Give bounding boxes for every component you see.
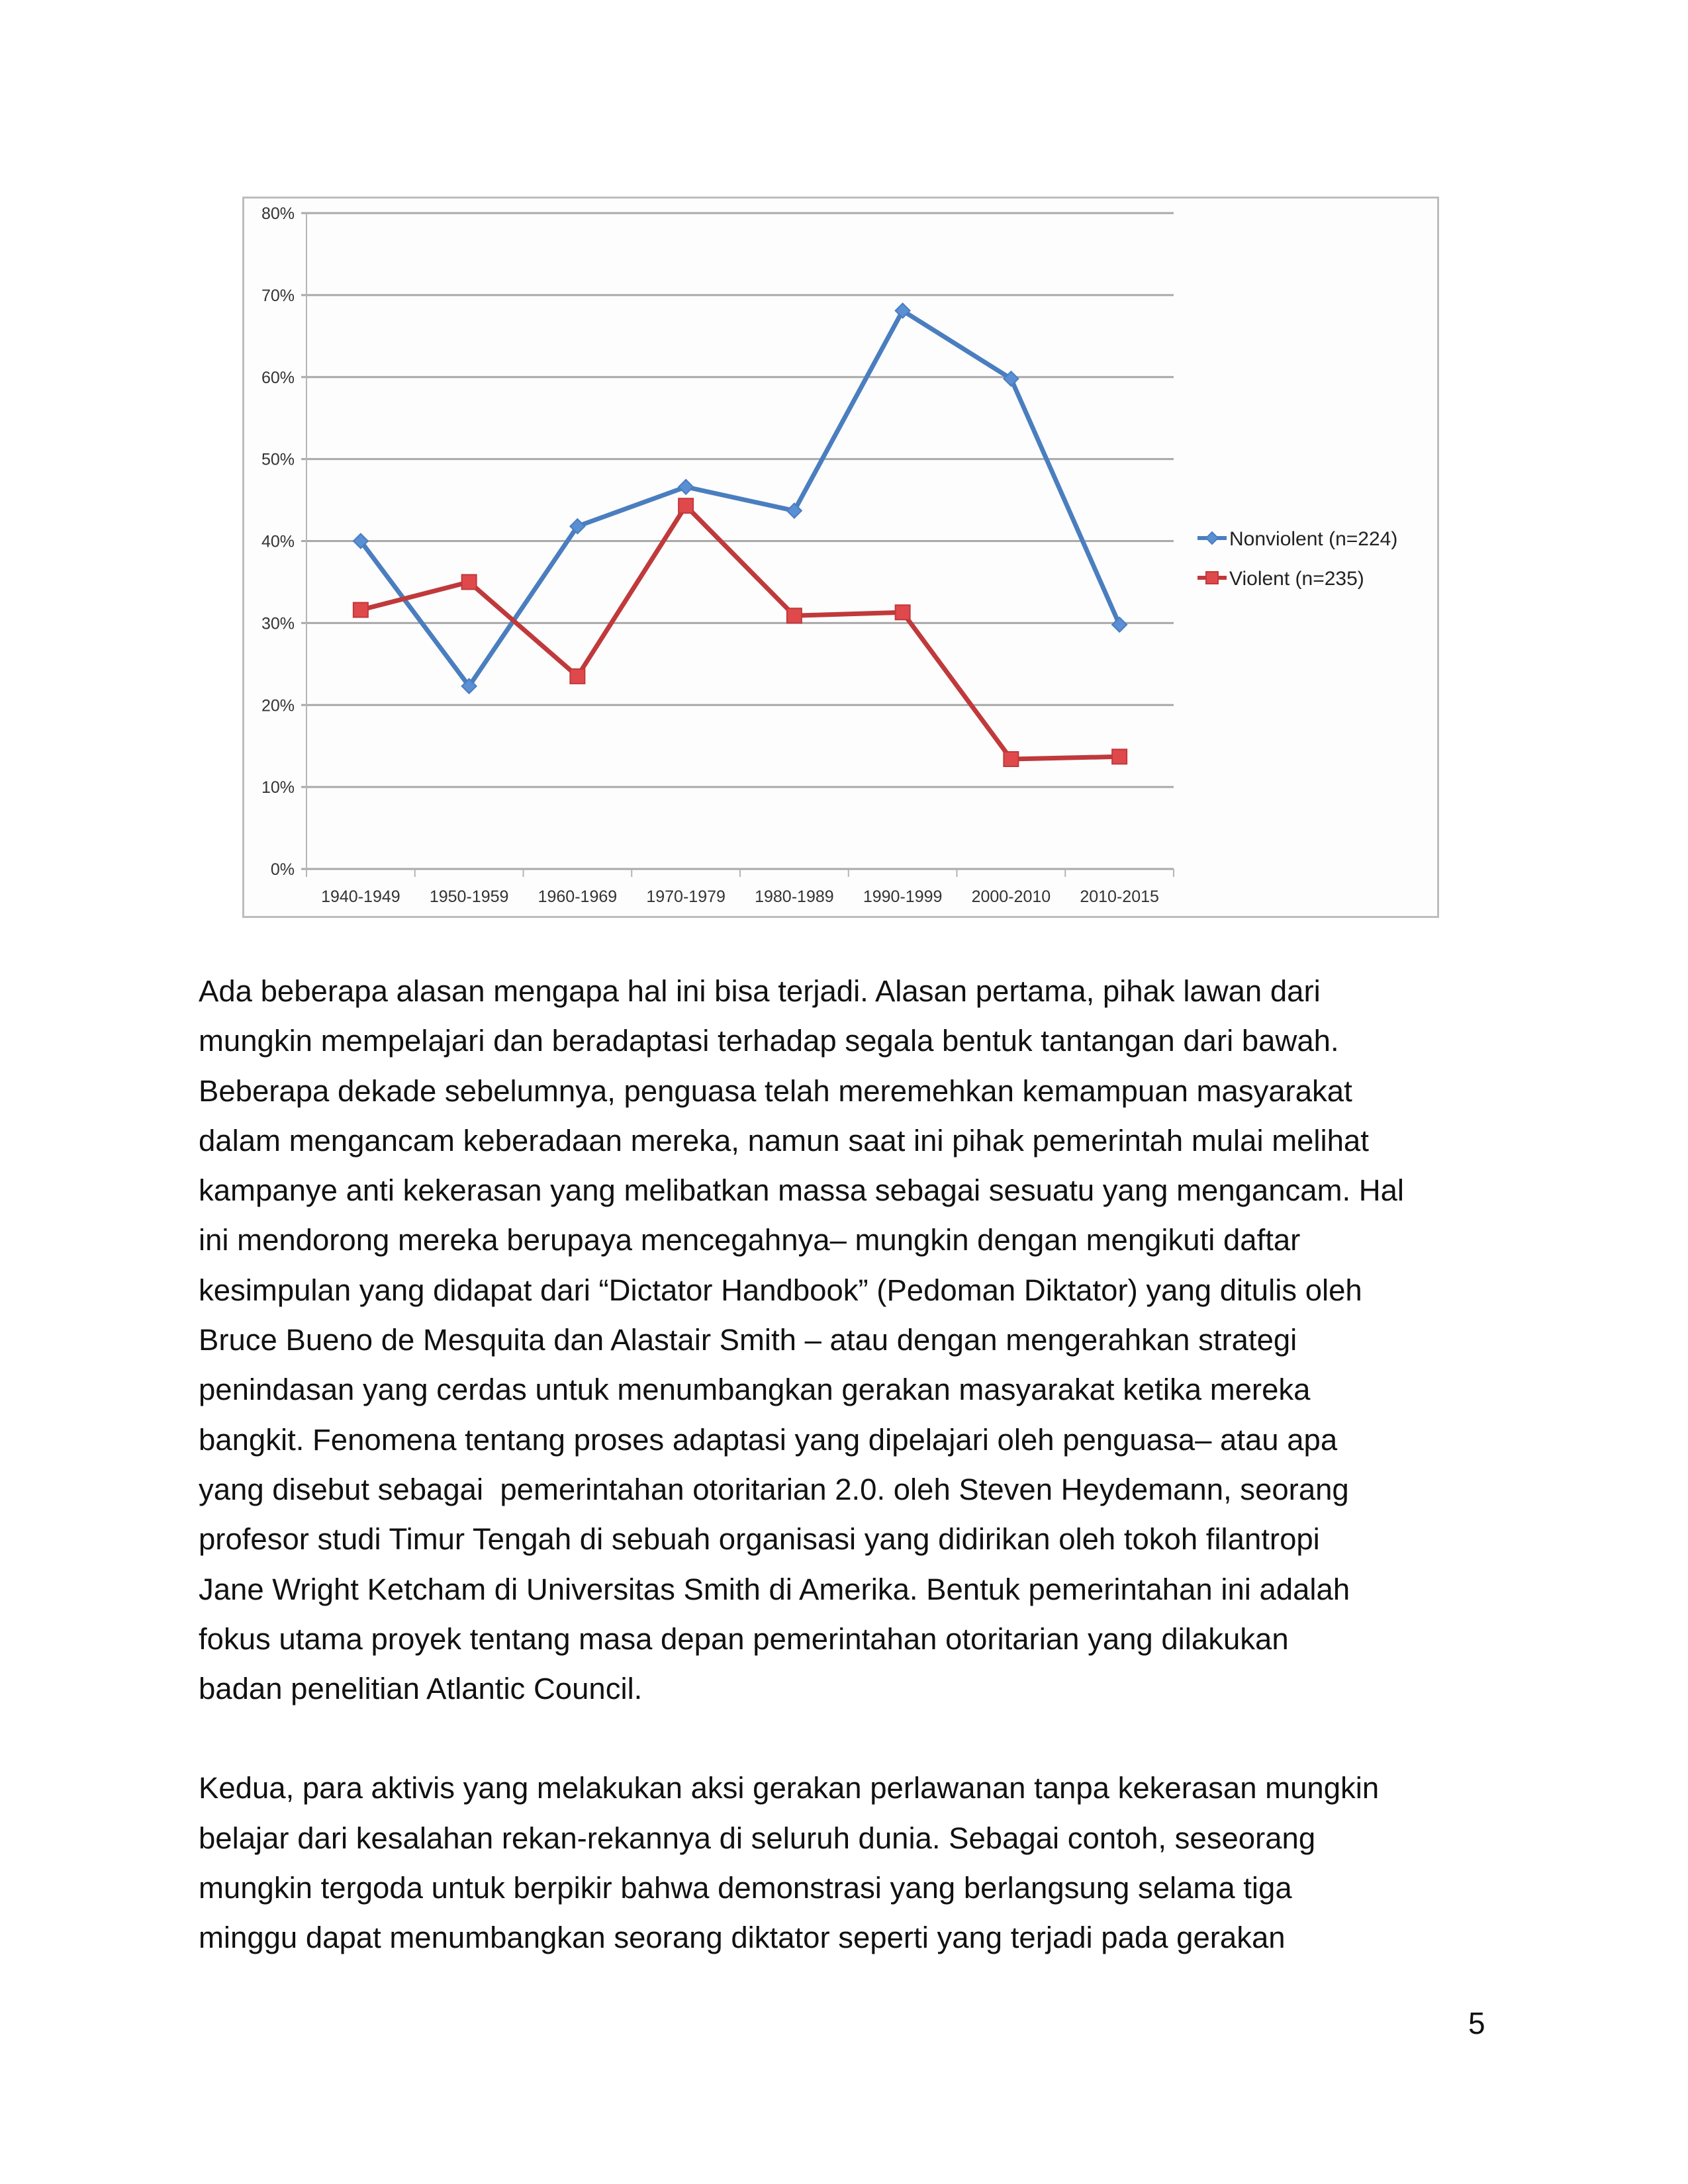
square-marker-icon <box>462 574 477 589</box>
square-marker-icon <box>1004 752 1018 766</box>
text-line: mungkin mempelajari dan beradaptasi terhadap segala bentuk tantangan dari bawah. <box>199 1024 1339 1058</box>
y-tick-label: 60% <box>261 368 295 387</box>
text-line: belajar dari kesalahan rekan-rekannya di seluruh dunia. Sebagai contoh, seseorang <box>199 1821 1316 1855</box>
square-marker-icon <box>1112 749 1127 764</box>
y-tick-label: 80% <box>261 205 295 223</box>
y-tick-label: 10% <box>261 778 295 797</box>
text-line: ini mendorong mereka berupaya mencegahnya– mungkin dengan mengikuti daftar <box>199 1223 1301 1257</box>
text-line: fokus utama proyek tentang masa depan pemerintahan otoritarian yang dilakukan <box>199 1621 1289 1656</box>
text-line: kampanye anti kekerasan yang melibatkan massa sebagai sesuatu yang mengancam. Hal <box>199 1173 1405 1208</box>
series-line-nonviolent <box>361 310 1119 686</box>
text-line: Kedua, para aktivis yang melakukan aksi gerakan perlawanan tanpa kekerasan mungkin <box>199 1771 1380 1805</box>
paragraph-2 <box>199 1763 1509 1962</box>
x-tick-label: 2000-2010 <box>971 887 1051 906</box>
text-line: Ada beberapa alasan mengapa hal ini bisa terjadi. Alasan pertama, pihak lawan dari <box>199 974 1321 1008</box>
x-tick-label: 1990-1999 <box>863 887 943 906</box>
text-line: mungkin tergoda untuk berpikir bahwa demonstrasi yang berlangsung selama tiga <box>199 1871 1292 1905</box>
square-marker-icon <box>353 603 368 617</box>
diamond-marker-icon <box>1112 617 1127 632</box>
legend-item <box>1197 568 1364 590</box>
text-line: Bruce Bueno de Mesquita dan Alastair Smith – atau dengan mengerahkan strategi <box>199 1323 1297 1357</box>
text-line: yang disebut sebagai pemerintahan otoritarian 2.0. oleh Steven Heydemann, seorang <box>199 1472 1349 1506</box>
x-tick-label: 1940-1949 <box>321 887 400 906</box>
diamond-marker-icon <box>679 480 693 494</box>
text-line: dalam mengancam keberadaan mereka, namun saat ini pihak pemerintah mulai melihat <box>199 1123 1369 1158</box>
x-tick-label: 1980-1989 <box>755 887 834 906</box>
square-marker-icon <box>570 669 585 684</box>
x-tick-label: 2010-2015 <box>1080 887 1159 906</box>
body-text <box>199 966 1509 1963</box>
chart-frame <box>242 197 1439 918</box>
legend-item <box>1197 528 1397 550</box>
square-marker-icon <box>679 498 693 513</box>
legend-label: Violent (n=235) <box>1229 568 1364 590</box>
paragraph-1 <box>199 966 1509 1713</box>
square-marker-icon <box>787 608 802 623</box>
text-line: profesor studi Timur Tengah di sebuah organisasi yang didirikan oleh tokoh filantropi <box>199 1522 1320 1557</box>
square-marker-icon <box>1206 572 1218 584</box>
text-line: Jane Wright Ketcham di Universitas Smith di Amerika. Bentuk pemerintahan ini adalah <box>199 1572 1350 1606</box>
page-number: 5 <box>1468 2006 1485 2040</box>
text-line: badan penelitian Atlantic Council. <box>199 1672 643 1706</box>
text-line: bangkit. Fenomena tentang proses adaptasi yang dipelajari oleh penguasa– atau apa <box>199 1422 1338 1457</box>
legend-label: Nonviolent (n=224) <box>1229 528 1398 550</box>
y-tick-label: 30% <box>261 614 295 633</box>
text-line: Beberapa dekade sebelumnya, penguasa telah meremehkan kemampuan masyarakat <box>199 1073 1352 1108</box>
paragraph-spacer <box>199 1713 1509 1763</box>
x-tick-label: 1970-1979 <box>646 887 726 906</box>
square-marker-icon <box>896 605 910 619</box>
y-tick-label: 50% <box>261 450 295 469</box>
y-tick-label: 70% <box>261 286 295 305</box>
text-line: kesimpulan yang didapat dari “Dictator Handbook” (Pedoman Diktator) yang ditulis oleh <box>199 1273 1362 1307</box>
y-tick-label: 0% <box>270 860 295 879</box>
series-line-violent <box>361 506 1119 759</box>
line-chart <box>244 199 1437 916</box>
text-line: minggu dapat menumbangkan seorang diktator seperti yang terjadi pada gerakan <box>199 1921 1286 1955</box>
diamond-marker-icon <box>1206 532 1218 544</box>
x-tick-label: 1960-1969 <box>538 887 618 906</box>
y-tick-label: 40% <box>261 532 295 551</box>
text-line: penindasan yang cerdas untuk menumbangkan gerakan masyarakat ketika mereka <box>199 1373 1311 1407</box>
y-tick-label: 20% <box>261 696 295 715</box>
x-tick-label: 1950-1959 <box>429 887 509 906</box>
